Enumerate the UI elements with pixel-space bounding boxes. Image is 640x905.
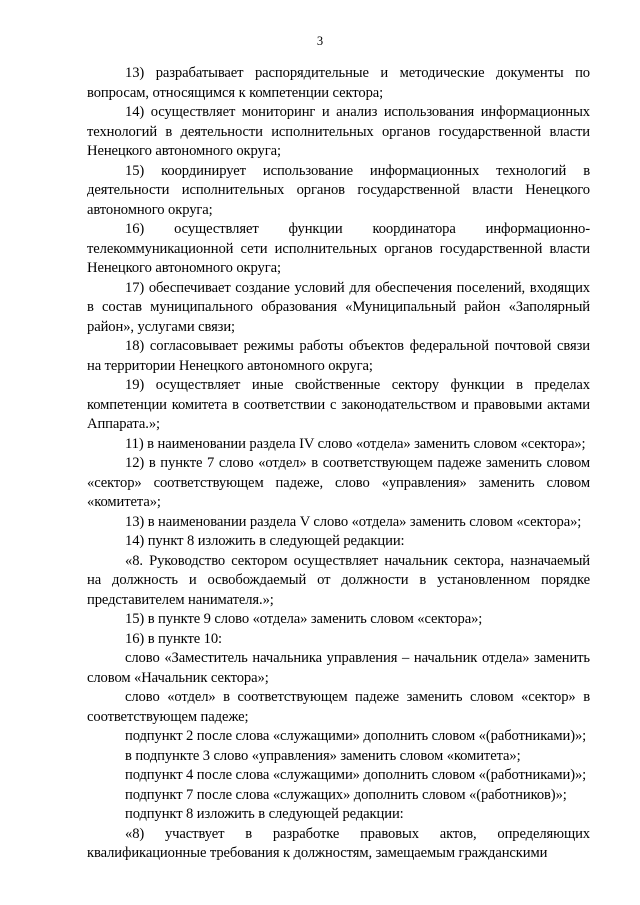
- paragraph: подпункт 2 после слова «служащими» дополнить словом «(работниками)»;: [125, 728, 587, 744]
- paragraph: 13) разрабатывает распорядительные и методические документы по вопросам, относящимся к компетенции сектора;: [87, 65, 590, 101]
- paragraph: 19) осуществляет иные свойственные сектору функции в пределах компетенции комитета в соответствии с законодательством и правовыми актами Аппарата.»;: [87, 377, 590, 432]
- paragraph: 13) в наименовании раздела V слово «отдела» заменить словом «сектора»;: [125, 513, 582, 530]
- paragraph: «8) участвует в разработке правовых актов, определяющих квалификационные требования к должностям, замещаемым гражданскими: [87, 825, 590, 861]
- paragraph: 15) в пункте 9 слово «отдела» заменить словом «сектора»;: [125, 611, 483, 627]
- paragraph: 14) осуществляет мониторинг и анализ использования информационных технологий в деятельности исполнительных органов государственной власти Ненецкого автономного округа;: [87, 104, 590, 159]
- document-body: [87, 64, 590, 864]
- paragraph: 18) согласовывает режимы работы объектов федеральной почтовой связи на территории Ненецкого автономного округа;: [87, 338, 590, 374]
- paragraph: 14) пункт 8 изложить в следующей редакции:: [125, 533, 405, 549]
- paragraph: подпункт 8 изложить в следующей редакции:: [125, 806, 404, 822]
- paragraph: слово «Заместитель начальника управления – начальник отдела» заменить словом «Начальник сектора»;: [87, 650, 590, 686]
- page-number: 3: [316, 34, 324, 48]
- paragraph: 16) осуществляет функции координатора информационно-телекоммуникационной сети исполнительных органов государственной власти Ненецкого автономного округа;: [87, 221, 590, 276]
- paragraph: 17) обеспечивает создание условий для обеспечения поселений, входящих в состав муниципального образования «Муниципальный район «Заполярный район», услугами связи;: [87, 279, 590, 335]
- paragraph: в подпункте 3 слово «управления» заменить словом «комитета»;: [125, 747, 521, 764]
- paragraph: «8. Руководство сектором осуществляет начальник сектора, назначаемый на должность и освобождаемый от должности в установленном порядке представителем нанимателя.»;: [87, 552, 590, 608]
- paragraph: 12) в пункте 7 слово «отдел» в соответствующем падеже заменить словом «сектор» соответствующем падеже, слово «управления» заменить словом «комитета»;: [87, 455, 590, 510]
- paragraph: 15) координирует использование информационных технологий в деятельности исполнительных органов государственной власти Ненецкого автономного округа;: [87, 162, 590, 218]
- paragraph: подпункт 7 после слова «служащих» дополнить словом «(работников)»;: [125, 786, 567, 803]
- paragraph: слово «отдел» в соответствующем падеже заменить словом «сектор» в соответствующем падеже;: [87, 689, 590, 725]
- paragraph: подпункт 4 после слова «служащими» дополнить словом «(работниками)»;: [125, 767, 587, 783]
- paragraph: 11) в наименовании раздела IV слово «отдела» заменить словом «сектора»;: [125, 435, 586, 452]
- paragraph: 16) в пункте 10:: [125, 630, 223, 647]
